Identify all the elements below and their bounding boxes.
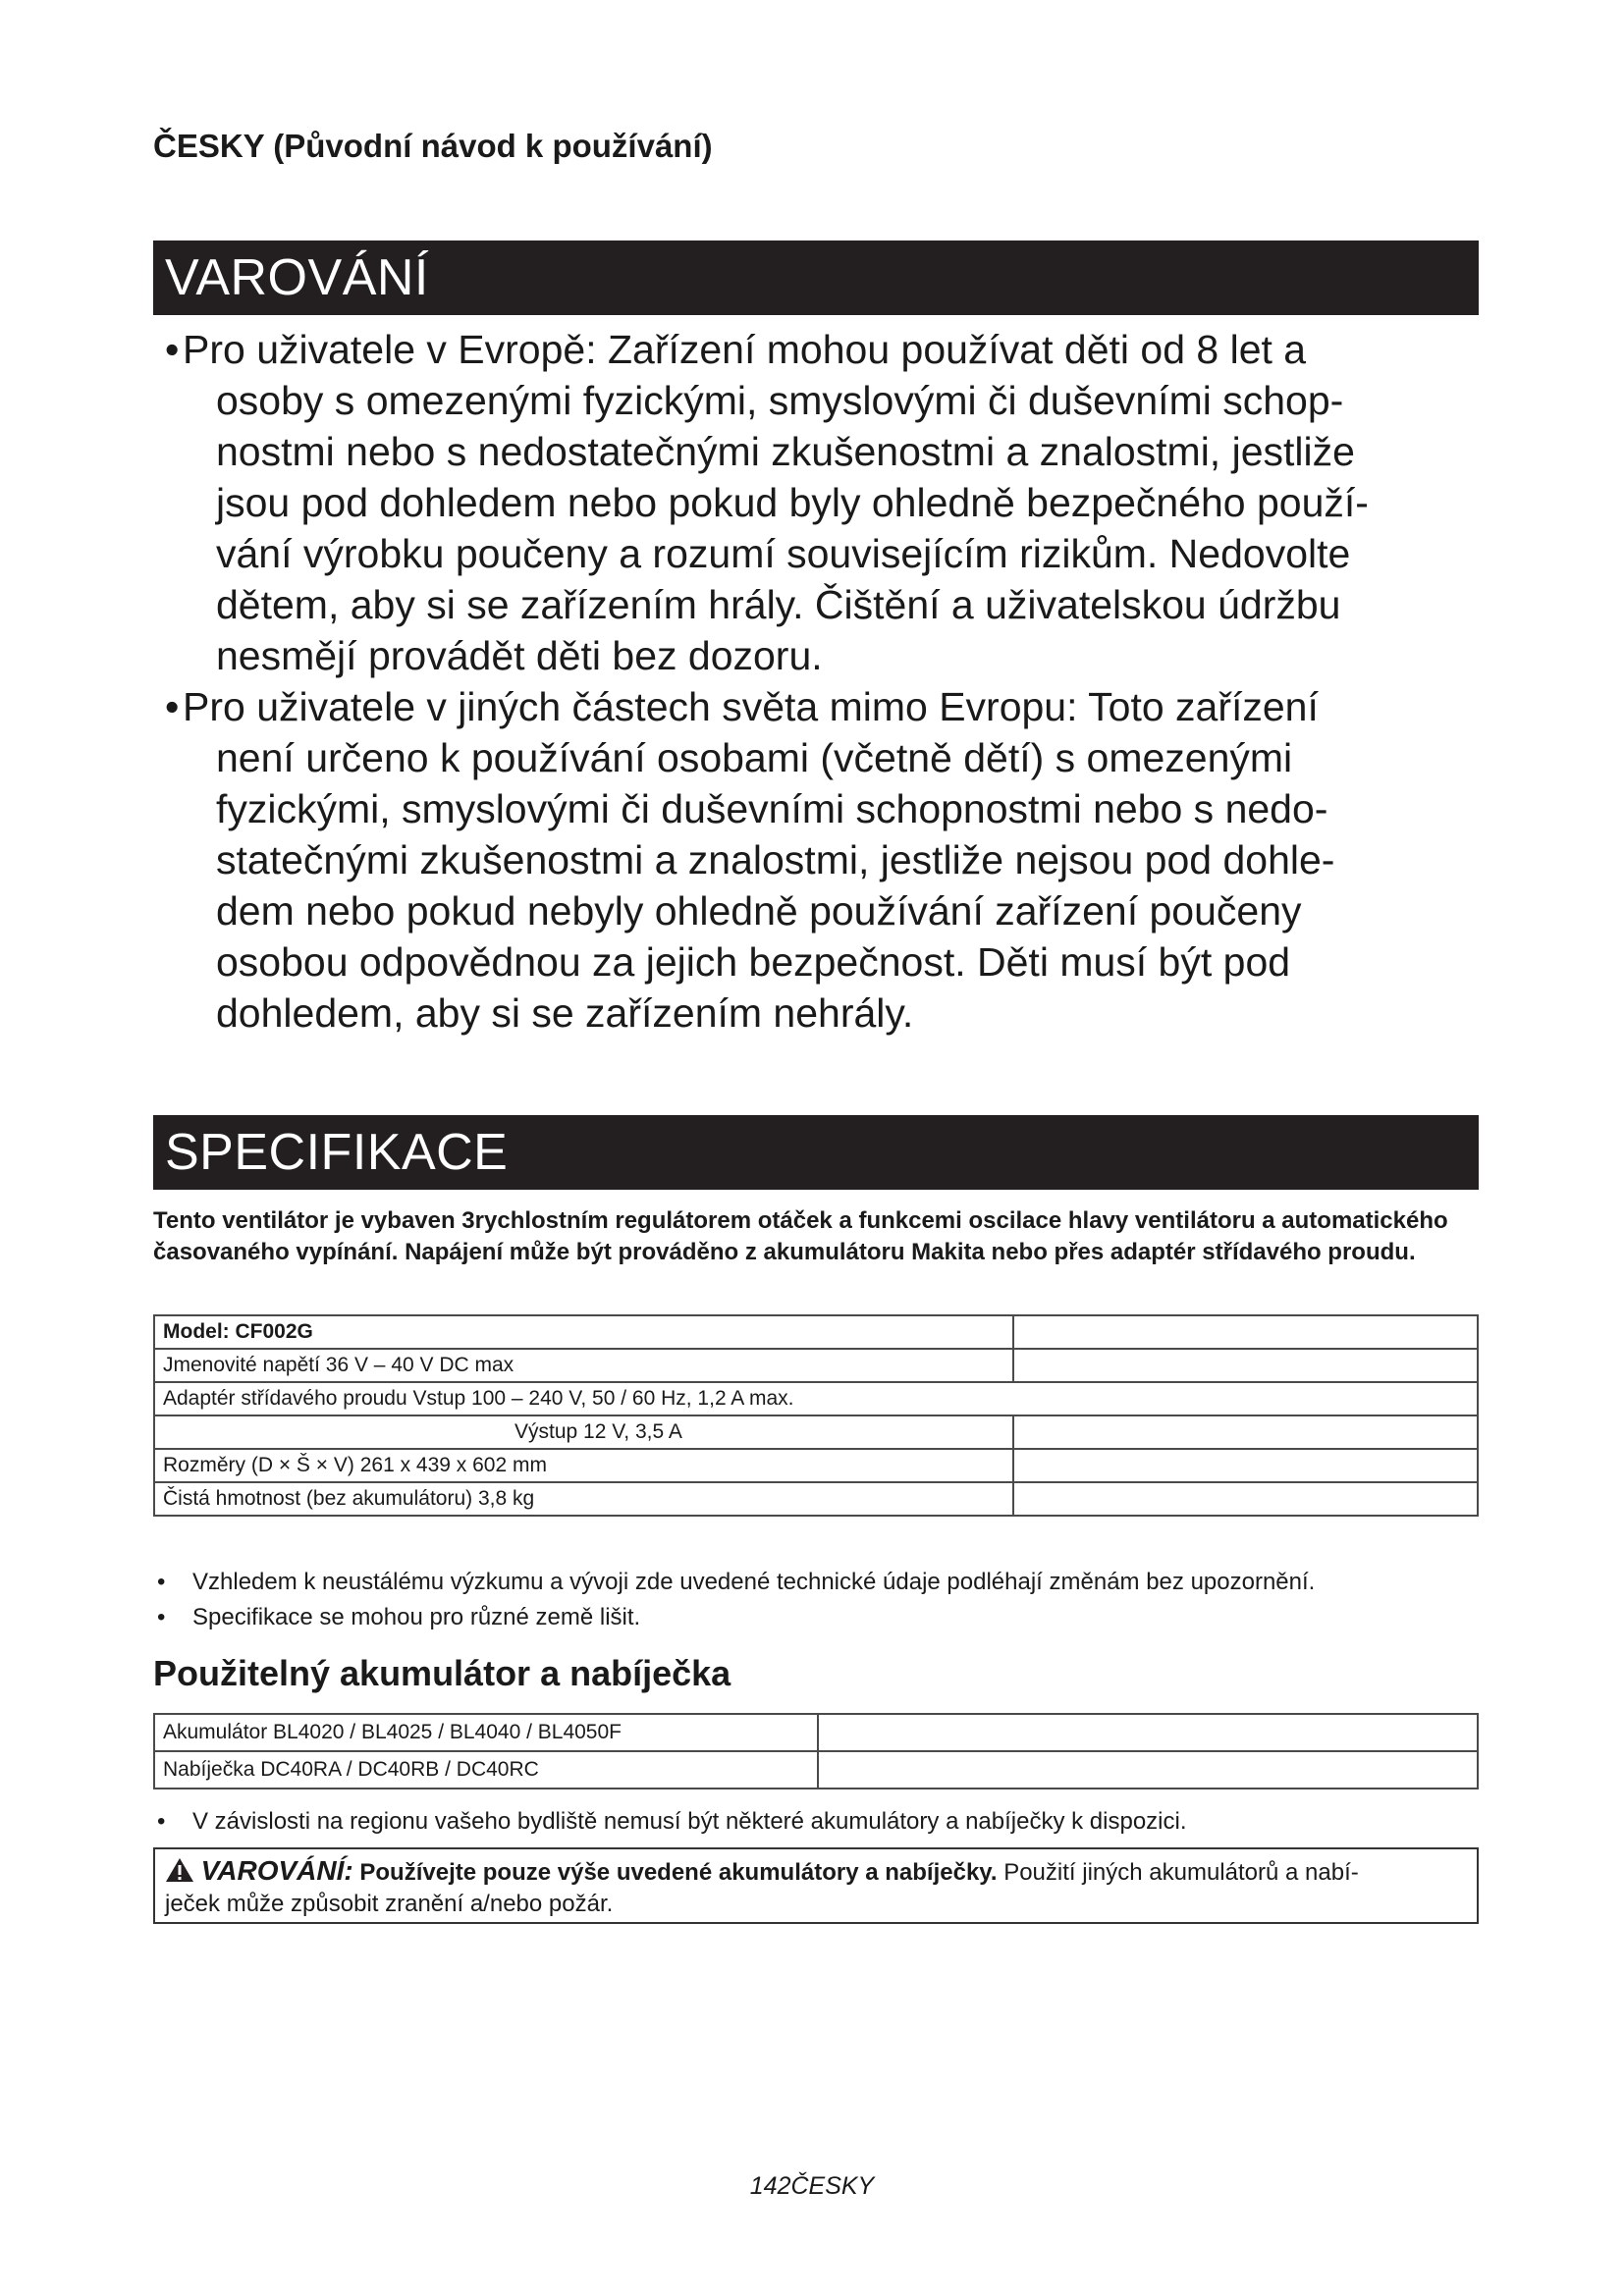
bullet: •: [165, 684, 180, 729]
table-row: [154, 1382, 1478, 1415]
note-text: Specifikace se mohou pro různé země lišit.: [192, 1604, 641, 1630]
empty-cell: [1013, 1449, 1478, 1482]
spec-notes: [153, 1565, 1489, 1635]
adapter-output-cell: [154, 1415, 1013, 1449]
rated-voltage-cell: Jmenovité napětí 36 V – 40 V DC max: [154, 1349, 1013, 1382]
warning-section-title: VAROVÁNÍ: [153, 240, 1479, 315]
warning-line: statečnými zkušenostmi a znalostmi, jestliže nejsou pod dohle-: [216, 837, 1335, 882]
adapter-output-text: Výstup 12 V, 3,5 A: [514, 1420, 682, 1443]
warning-bold-text: Používejte pouze výše uvedené akumulátory a nabíječky.: [359, 1859, 998, 1886]
battery-warning-box: [153, 1847, 1479, 1924]
warning-item: [153, 324, 1489, 681]
note-text: V závislosti na regionu vašeho bydliště nemusí být některé akumulátory a nabíječky k dispozici.: [192, 1808, 1187, 1835]
warning-rest-text: Použití jiných akumulátorů a nabí-: [1003, 1859, 1359, 1886]
dimensions-cell: Rozměry (D × Š × V) 261 x 439 x 602 mm: [154, 1449, 1013, 1482]
warning-line: nesmějí provádět děti bez dozoru.: [216, 633, 823, 678]
warning-label: VAROVÁNÍ:: [200, 1855, 353, 1886]
empty-cell: [1013, 1349, 1478, 1382]
warning-line: osobou odpovědnou za jejich bezpečnost. Děti musí být pod: [216, 939, 1291, 985]
note-text: Vzhledem k neustálému výzkumu a vývoji zde uvedené technické údaje podléhají změnám bez upozornění.: [192, 1569, 1316, 1595]
warning-line: dem nebo pokud nebyly ohledně používání zařízení poučeny: [216, 888, 1302, 934]
warning-line: dětem, aby si se zařízením hrály. Čištění a uživatelskou údržbu: [216, 582, 1341, 627]
spec-intro: Tento ventilátor je vybaven 3rychlostním regulátorem otáček a funkcemi oscilace hlavy ventilátoru a automatického časovaného vypínání. Napájení může být prováděno z akumulátoru Makita nebo přes adaptér střídavého proudu.: [153, 1207, 1448, 1265]
warning-triangle-icon: [165, 1857, 194, 1883]
page-number: 142ČESKY: [749, 2172, 875, 2200]
warning-line: není určeno k používání osobami (včetně dětí) s omezenými: [216, 735, 1293, 780]
warning-line-2: ječek může způsobit zranění a/nebo požár.: [165, 1891, 614, 1917]
battery-notes: [153, 1804, 1489, 1840]
warning-list: [153, 324, 1489, 1039]
battery-table: [153, 1713, 1479, 1789]
spec-table: [153, 1314, 1479, 1517]
table-row: [154, 1714, 1478, 1751]
warning-line: jsou pod dohledem nebo pokud byly ohledně bezpečného použí-: [216, 480, 1369, 525]
spec-section-title: SPECIFIKACE: [153, 1115, 1479, 1190]
warning-line: Pro uživatele v jiných částech světa mimo Evropu: Toto zařízení: [183, 684, 1319, 729]
table-row: [154, 1449, 1478, 1482]
adapter-input-cell: Adaptér střídavého proudu Vstup 100 – 240 V, 50 / 60 Hz, 1,2 A max.: [154, 1382, 1478, 1415]
charger-cell: Nabíječka DC40RA / DC40RB / DC40RC: [154, 1751, 818, 1789]
model-cell: Model: CF002G: [154, 1315, 1013, 1349]
empty-cell: [1013, 1482, 1478, 1516]
table-row: [154, 1415, 1478, 1449]
table-row: [154, 1751, 1478, 1789]
table-row: [154, 1349, 1478, 1382]
warning-line: dohledem, aby si se zařízením nehrály.: [216, 990, 914, 1036]
empty-cell: [818, 1751, 1478, 1789]
warning-item: [153, 681, 1489, 1039]
warning-line: Pro uživatele v Evropě: Zařízení mohou používat děti od 8 let a: [183, 327, 1307, 372]
battery-cell: Akumulátor BL4020 / BL4025 / BL4040 / BL4050F: [154, 1714, 818, 1751]
empty-cell: [1013, 1415, 1478, 1449]
warning-line: vání výrobku poučeny a rozumí souvisejícím rizikům. Nedovolte: [216, 531, 1351, 576]
warning-line: osoby s omezenými fyzickými, smyslovými či duševními schop-: [216, 378, 1344, 423]
language-title: ČESKY (Původní návod k používání): [153, 128, 713, 164]
warning-line: fyzickými, smyslovými či duševními schopnostmi nebo s nedo-: [216, 786, 1328, 831]
warning-line: nostmi nebo s nedostatečnými zkušenostmi a znalostmi, jestliže: [216, 429, 1355, 474]
warning-line-1: [165, 1855, 1467, 1889]
net-weight-cell: Čistá hmotnost (bez akumulátoru) 3,8 kg: [154, 1482, 1013, 1516]
empty-cell: [818, 1714, 1478, 1751]
list-item: • Specifikace se mohou pro různé země lišit.: [157, 1604, 641, 1630]
table-row: [154, 1315, 1478, 1349]
empty-cell: [1013, 1315, 1478, 1349]
table-row: [154, 1482, 1478, 1516]
bullet: •: [165, 327, 180, 372]
list-item: • Vzhledem k neustálému výzkumu a vývoji zde uvedené technické údaje podléhají změnám bez upozornění.: [157, 1569, 1316, 1595]
battery-heading: Použitelný akumulátor a nabíječka: [153, 1653, 731, 1693]
list-item: • V závislosti na regionu vašeho bydliště nemusí být některé akumulátory a nabíječky k dispozici.: [157, 1808, 1187, 1835]
